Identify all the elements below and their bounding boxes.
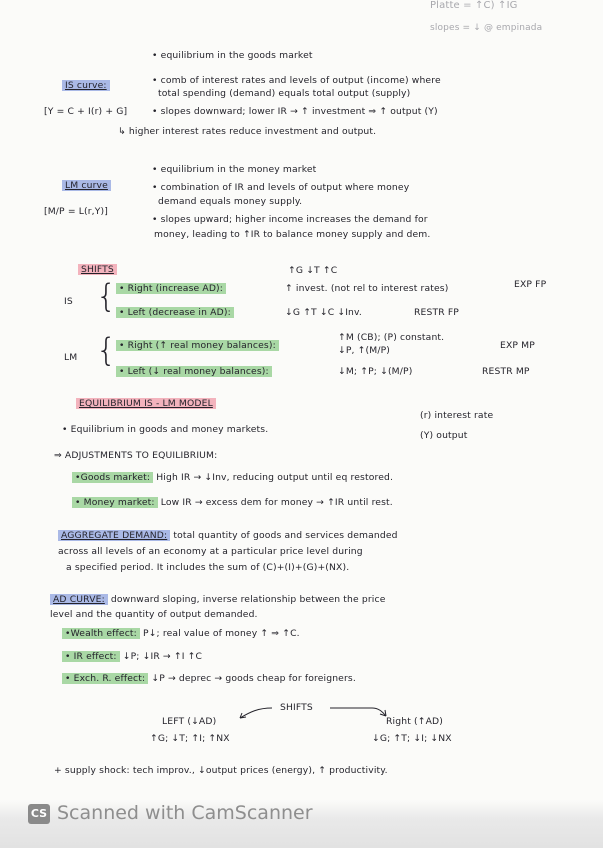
wealth-effect-text: P↓; real value of money ↑ ⇒ ↑C. (143, 628, 300, 639)
lm-line-5: money, leading to ↑IR to balance money supply and dem. (154, 229, 431, 240)
is-shift-label: IS (64, 296, 73, 307)
adjustments-heading: ⇒ ADJUSTMENTS TO EQUILIBRIUM: (54, 450, 218, 461)
corner-note-2: slopes = ↓ @ empinada (430, 23, 543, 33)
ad-line-1: total quantity of goods and services demanded (173, 530, 398, 541)
lm-formula: [M/P = L(r,Y)] (44, 206, 108, 217)
camscanner-logo-icon: CS (28, 804, 50, 824)
exch-effect-label: • Exch. R. effect: (62, 673, 148, 684)
is-shift-left-detail: ↓G ↑T ↓C ↓Inv. (285, 307, 362, 318)
ad-curve-label: AD CURVE: (50, 594, 108, 605)
lm-line-1: • equilibrium in the money market (152, 164, 317, 175)
lm-curve-label-text: LM curve (62, 180, 111, 191)
goods-market-label: •Goods market: (72, 472, 153, 483)
money-market-label: • Money market: (72, 497, 158, 508)
is-line-2: total spending (demand) equals total output (supply) (158, 88, 411, 99)
equilibrium-out-2: (Y) output (420, 430, 468, 441)
lm-shift-detail-2: ↓P, ↑(M/P) (338, 345, 391, 356)
corner-note-1: Platte = ↑C) ↑IG (430, 0, 518, 11)
ad-left-label: LEFT (↓AD) (162, 716, 217, 727)
ad-line-3: a specified period. It includes the sum of (C)+(I)+(G)+(NX). (66, 562, 350, 573)
lm-exp-mp: EXP MP (500, 340, 535, 351)
exch-effect-text: ↓P → deprec → goods cheap for foreigners. (151, 673, 356, 684)
supply-shock-line: + supply shock: tech improv., ↓output prices (energy), ↑ productivity. (54, 765, 388, 776)
lm-shift-left-text: • Left (↓ real money balances): (116, 366, 272, 377)
lm-line-4: • slopes upward; higher income increases the demand for (152, 214, 428, 225)
lm-shift-right-text: • Right (↑ real money balances): (116, 340, 279, 351)
equilibrium-line-1: • Equilibrium in goods and money markets. (62, 424, 269, 435)
camscanner-watermark: Scanned with CamScanner (57, 802, 313, 824)
ad-curve-2: level and the quantity of output demanded. (50, 609, 258, 620)
ad-curve-1: downward sloping, inverse relationship between the price (110, 594, 386, 605)
ir-effect-label: • IR effect: (62, 651, 120, 662)
ad-right-items: ↓G; ↑T; ↓I; ↓NX (372, 733, 452, 744)
wealth-effect-label: •Wealth effect: (62, 628, 140, 639)
is-restr-fp: RESTR FP (414, 307, 459, 318)
is-formula: [Y = C + I(r) + G] (44, 106, 128, 117)
lm-restr-mp: RESTR MP (482, 366, 530, 377)
ad-right-label: Right (↑AD) (386, 716, 443, 727)
is-brace: { (96, 277, 117, 315)
lm-brace: { (96, 331, 117, 369)
lm-shift-left-detail: ↓M; ↑P; ↓(M/P) (338, 366, 413, 377)
is-exp-fp: EXP FP (514, 279, 547, 290)
ad-left-items: ↑G; ↓T; ↑I; ↑NX (150, 733, 230, 744)
ad-shifts-label: SHIFTS (280, 702, 313, 713)
ad-title: AGGREGATE DEMAND: (58, 530, 170, 541)
goods-market-text: High IR → ↓Inv, reducing output until eq restored. (156, 472, 394, 483)
lm-shift-detail-1: ↑M (CB); (P) constant. (338, 332, 445, 343)
is-curve-label-text: IS curve: (62, 80, 110, 91)
is-shift-right-text: • Right (increase AD): (116, 283, 226, 294)
is-shift-right-detail: ↑ invest. (not rel to interest rates) (285, 283, 449, 294)
equilibrium-title-text: EQUILIBRIUM IS - LM MODEL (76, 398, 216, 409)
equilibrium-out-1: (r) interest rate (420, 410, 494, 421)
is-line-4: ↳ higher interest rates reduce investment and output. (118, 126, 377, 137)
money-market-text: Low IR → excess dem for money → ↑IR until rest. (160, 497, 393, 508)
lm-line-3: demand equals money supply. (158, 196, 303, 207)
is-shift-left-text: • Left (decrease in AD): (116, 307, 234, 318)
lm-line-2: • combination of IR and levels of output where money (152, 182, 410, 193)
ir-effect-text: ↓P; ↓IR → ↑I ↑C (122, 651, 203, 662)
ad-line-2: across all levels of an economy at a particular price level during (58, 546, 363, 557)
is-bullet-goods-market: • equilibrium in the goods market (152, 50, 313, 61)
is-line-3: • slopes downward; lower IR → ↑ investment ⇒ ↑ output (Y) (152, 106, 438, 117)
is-shift-above: ↑G ↓T ↑C (288, 265, 338, 276)
is-line-1: • comb of interest rates and levels of output (income) where (152, 75, 441, 86)
shifts-title-text: SHIFTS (78, 264, 117, 275)
lm-shift-label: LM (64, 352, 78, 363)
